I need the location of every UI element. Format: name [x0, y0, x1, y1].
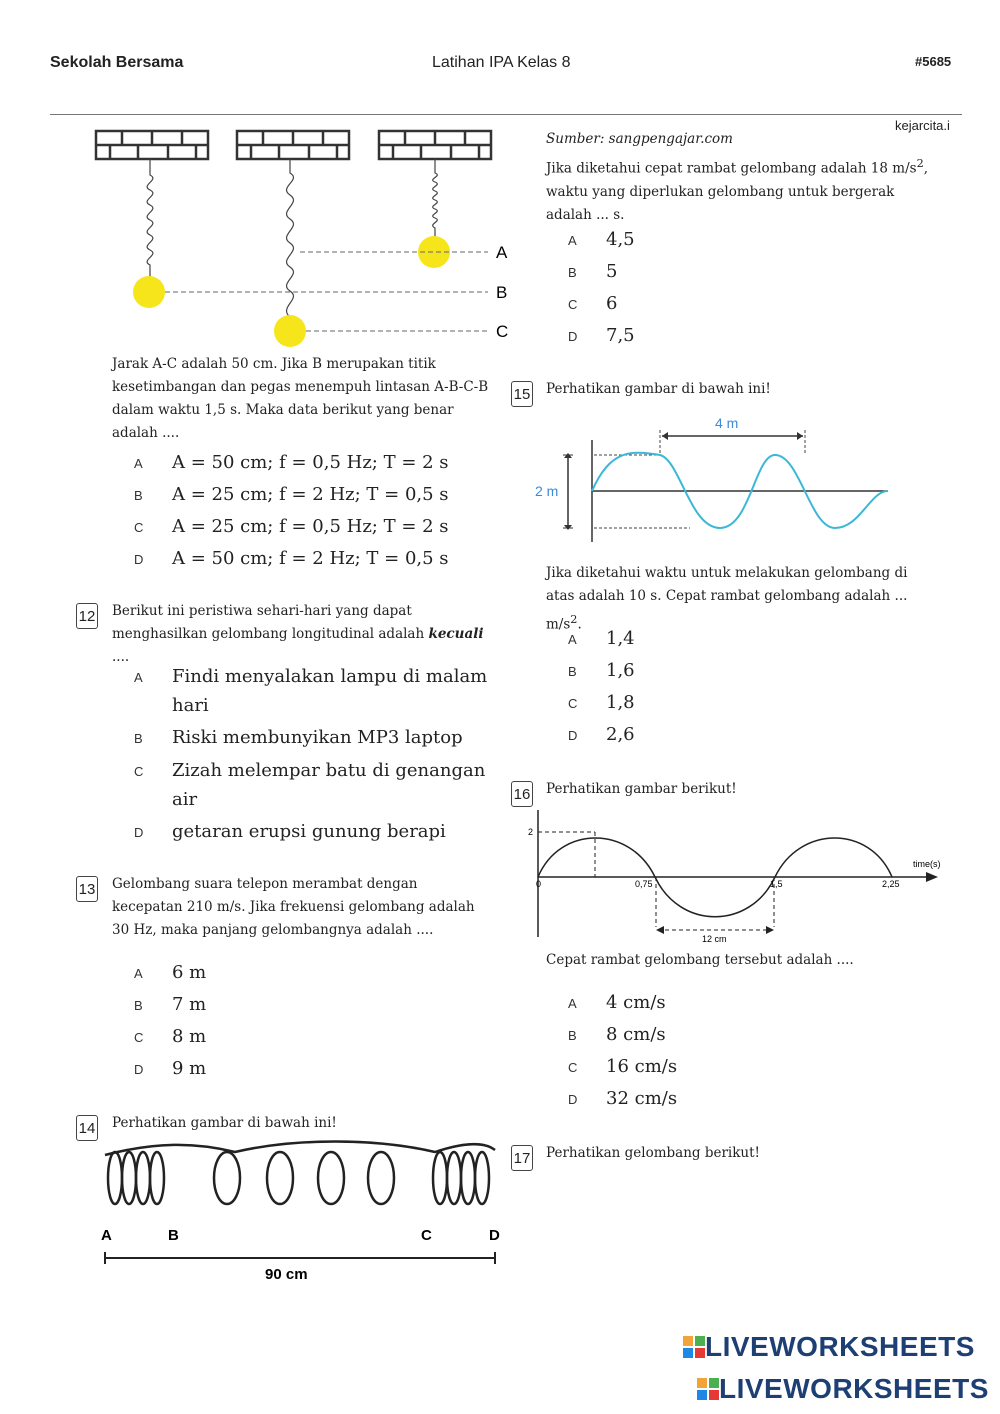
spring-figure	[90, 125, 520, 350]
ceiling-bricks-3	[379, 131, 491, 159]
spring-2	[287, 159, 294, 317]
ceiling-bricks-2	[237, 131, 349, 159]
ball-B	[133, 276, 165, 308]
liveworksheets-brand: LIVEWORKSHEETS	[719, 1373, 989, 1404]
wave16-y-tick: 2	[528, 827, 534, 837]
q15-number: 15	[511, 381, 533, 407]
q14-option-a[interactable]: A 4,5	[568, 229, 635, 250]
wave16-t3: 2,25	[882, 879, 900, 889]
q11-option-b[interactable]: B A = 25 cm; f = 2 Hz; T = 0,5 s	[134, 484, 449, 505]
q16-option-c[interactable]: C 16 cm/s	[568, 1056, 678, 1077]
label-A: A	[496, 243, 508, 262]
wave16-t2: 1,5	[770, 879, 783, 889]
site-name: kejarcita.i	[895, 118, 950, 133]
wave15-width: 4 m	[715, 415, 739, 431]
liveworksheets-logo-2	[697, 1373, 989, 1405]
wave15-height: 2 m	[535, 483, 559, 499]
slinky-figure	[95, 1140, 505, 1290]
wave16-distance: 12 cm	[702, 934, 727, 944]
slinky-label-B: B	[168, 1227, 179, 1244]
wave-figure-15	[530, 410, 900, 550]
q14-option-d[interactable]: D 7,5	[568, 325, 635, 346]
q14-option-b[interactable]: B 5	[568, 261, 618, 282]
ceiling-bricks-1	[96, 131, 208, 159]
q16-text2: Cepat rambat gelombang tersebut adalah ....	[546, 952, 854, 968]
slinky-label-A: A	[101, 1227, 112, 1244]
q13-option-a[interactable]: A 6 m	[134, 962, 207, 983]
q15-option-c[interactable]: C 1,8	[568, 692, 635, 713]
q12-option-b[interactable]: B Riski membunyikan MP3 laptop	[134, 727, 463, 748]
q15-option-b[interactable]: B 1,6	[568, 660, 635, 681]
label-B: B	[496, 283, 508, 302]
q15-text2: Jika diketahui waktu untuk melakukan gelombang di atas adalah 10 s. Cepat rambat gelombang adalah ... $m/s^2$.	[546, 565, 908, 633]
q16-text: Perhatikan gambar berikut!	[546, 781, 737, 797]
q12-option-d[interactable]: D getaran erupsi gunung berapi	[134, 821, 446, 842]
q13-option-d[interactable]: D 9 m	[134, 1058, 207, 1079]
wave16-t1: 0,75	[635, 879, 653, 889]
slinky-label-C: C	[421, 1227, 432, 1244]
school-name: Sekolah Bersama	[50, 54, 184, 71]
q16-number: 16	[511, 781, 533, 807]
q16-option-d[interactable]: D 32 cm/s	[568, 1088, 678, 1109]
slinky-coils	[105, 1142, 495, 1205]
q17-text: Perhatikan gelombang berikut!	[546, 1145, 760, 1161]
q11-option-c[interactable]: C A = 25 cm; f = 0,5 Hz; T = 2 s	[134, 516, 449, 537]
ball-C	[274, 315, 306, 347]
slinky-label-D: D	[489, 1227, 500, 1244]
liveworksheets-icon	[683, 1336, 705, 1358]
worksheet-code: #5685	[915, 54, 952, 69]
worksheet-title: Latihan IPA Kelas 8	[432, 54, 571, 71]
q13-option-b[interactable]: B 7 m	[134, 994, 207, 1015]
q14-option-c[interactable]: C 6	[568, 293, 618, 314]
q11-text: Jarak A-C adalah 50 cm. Jika B merupakan titik kesetimbangan dan pegas menempuh lintasan A-B-C-B dalam waktu 1,5 s. Maka data berikut yang benar adalah ....	[112, 356, 489, 441]
q13-text: Gelombang suara telepon merambat dengan kecepatan 210 m/s. Jika frekuensi gelombang adalah 30 Hz, maka panjang gelombangnya adalah ....	[112, 876, 475, 938]
q12-option-c[interactable]: C Zizah melempar batu di genangan air	[134, 760, 486, 810]
header-divider	[50, 114, 962, 115]
spring-3	[433, 159, 438, 237]
q12-number: 12	[76, 603, 98, 629]
q15-option-d[interactable]: D 2,6	[568, 724, 635, 745]
q11-option-a[interactable]: A A = 50 cm; f = 0,5 Hz; T = 2 s	[134, 452, 449, 473]
q12-option-a[interactable]: A Findi menyalakan lampu di malam hari	[134, 666, 488, 716]
liveworksheets-icon	[697, 1378, 719, 1400]
q14-number: 14	[76, 1115, 98, 1141]
wave-figure-16	[520, 805, 950, 945]
q16-option-a[interactable]: A 4 cm/s	[568, 992, 666, 1013]
q13-number: 13	[76, 876, 98, 902]
label-C: C	[496, 322, 509, 341]
liveworksheets-brand: LIVEWORKSHEETS	[705, 1331, 975, 1362]
q12-text: Berikut ini peristiwa sehari-hari yang dapat menghasilkan gelombang longitudinal adalah kecuali ....	[112, 603, 484, 665]
wave16-axis-label: time(s)	[913, 859, 941, 869]
q15-option-a[interactable]: A 1,4	[568, 628, 635, 649]
q16-option-b[interactable]: B 8 cm/s	[568, 1024, 666, 1045]
wave16-t0: 0	[536, 879, 542, 889]
q13-option-c[interactable]: C 8 m	[134, 1026, 207, 1047]
q11-option-d[interactable]: D A = 50 cm; f = 2 Hz; T = 0,5 s	[134, 548, 449, 569]
liveworksheets-logo-1	[683, 1331, 975, 1363]
q15-text: Perhatikan gambar di bawah ini!	[546, 381, 771, 397]
q17-number: 17	[511, 1145, 533, 1171]
slinky-distance: 90 cm	[265, 1266, 308, 1283]
q14-text2: Jika diketahui cepat rambat gelombang adalah 18 $m/s^2$, waktu yang diperlukan gelombang untuk bergerak adalah ... s.	[546, 157, 929, 223]
q14-text: Perhatikan gambar di bawah ini!	[112, 1115, 337, 1131]
q14-source: Sumber: sangpengajar.com	[546, 131, 733, 147]
spring-1	[147, 159, 153, 277]
